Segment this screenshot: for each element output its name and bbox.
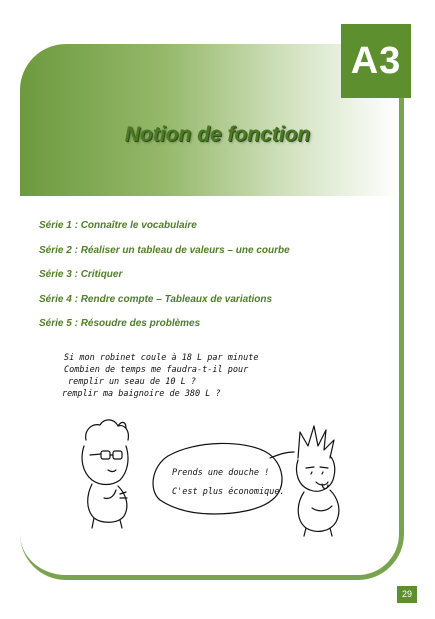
series-item: Série 1 : Connaître le vocabulaire (39, 220, 197, 231)
girl-character-icon (82, 420, 128, 528)
series-item: Série 5 : Résoudre des problèmes (39, 318, 201, 329)
page-title: Notion de fonction (124, 123, 311, 146)
question-line: Combien de temps me faudra-t-il pour (64, 365, 249, 375)
series-item: Série 4 : Rendre compte – Tableaux de variations (39, 293, 273, 305)
answer-line: C'est plus économique. (172, 487, 285, 497)
question-line: Si mon robinet coule à 18 L par minute (64, 353, 259, 363)
boy-character-icon (297, 426, 339, 536)
answer-line: Prends une douche ! (172, 468, 270, 478)
series-item: Série 3 : Critiquer (39, 269, 123, 280)
page-number: 29 (397, 586, 417, 603)
cartoon-answer (172, 466, 285, 498)
question-line: remplir un seau de 10 L ? (68, 377, 196, 387)
series-item: Série 2 : Réaliser un tableau de valeurs – une courbe (39, 244, 290, 256)
chapter-badge: A3 (341, 24, 411, 98)
question-line: remplir ma baignoire de 380 L ? (62, 389, 221, 399)
